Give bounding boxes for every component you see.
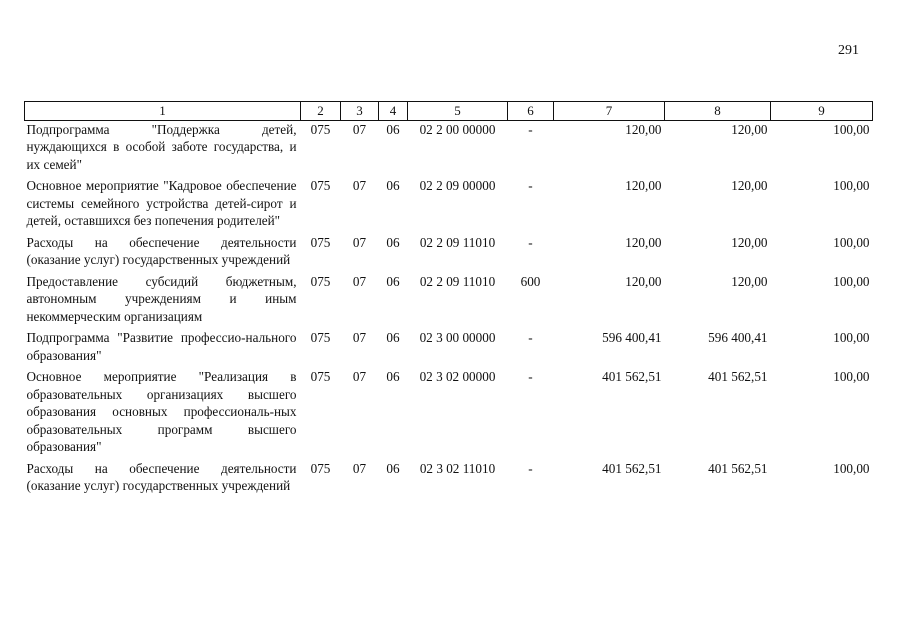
ministry-code: 075 [310, 369, 331, 384]
expense-type-code: - [528, 330, 533, 345]
execution-percent: 100,00 [833, 460, 870, 476]
target-article-code: 02 2 09 11010 [419, 273, 496, 289]
target-article-code: 02 2 00 00000 [419, 121, 496, 137]
amount-planned: 120,00 [625, 234, 662, 250]
target-article-code: 02 3 02 11010 [419, 460, 496, 476]
ministry-code: 075 [310, 178, 331, 193]
amount-executed: 120,00 [731, 234, 768, 250]
row-name: Предоставление субсидий бюджетным, автономным учреждениям и иным некоммерческим организациям [26, 273, 297, 324]
section-code: 07 [352, 460, 367, 476]
amount-executed: 120,00 [731, 273, 768, 289]
section-code: 07 [352, 121, 367, 137]
subsection-code: 06 [386, 234, 400, 250]
ministry-code: 075 [310, 121, 331, 137]
expense-type-code: 600 [520, 273, 541, 289]
amount-planned: 120,00 [625, 273, 662, 289]
execution-percent: 100,00 [833, 330, 870, 345]
header-cell: 2 [301, 102, 341, 121]
subsection-code: 06 [386, 121, 400, 137]
section-code: 07 [352, 330, 367, 345]
table-row [25, 368, 873, 460]
header-row [25, 102, 873, 121]
execution-percent: 100,00 [833, 234, 870, 250]
subsection-code: 06 [386, 273, 400, 289]
expense-type-code: - [528, 234, 533, 250]
amount-executed: 120,00 [731, 178, 768, 193]
section-code: 07 [352, 273, 367, 289]
ministry-code: 075 [310, 273, 331, 289]
expense-type-code: - [528, 121, 533, 137]
ministry-code: 075 [310, 234, 331, 250]
amount-planned: 120,00 [625, 178, 662, 193]
amount-executed: 401 562,51 [708, 369, 768, 384]
page-number: 291 [838, 43, 859, 58]
execution-percent: 100,00 [833, 369, 870, 384]
execution-percent: 100,00 [833, 178, 870, 193]
amount-executed: 120,00 [731, 121, 768, 137]
ministry-code: 075 [310, 330, 331, 345]
section-code: 07 [352, 369, 367, 384]
subsection-code: 06 [386, 369, 400, 384]
header-cell: 1 [25, 102, 301, 121]
section-code: 07 [352, 234, 367, 250]
header-cell: 6 [508, 102, 554, 121]
table-row [25, 177, 873, 234]
amount-executed: 401 562,51 [708, 460, 768, 476]
subsection-code: 06 [386, 178, 400, 193]
header-cell: 3 [341, 102, 379, 121]
target-article-code: 02 3 00 00000 [419, 330, 496, 345]
row-name: Основное мероприятие "Кадровое обеспечение системы семейного устройства детей-сирот и детей, оставшихся без попечения родителей" [26, 178, 297, 228]
table-row [25, 120, 873, 177]
budget-table [24, 101, 873, 499]
header-cell: 4 [379, 102, 408, 121]
amount-planned: 596 400,41 [602, 330, 662, 345]
row-name: Подпрограмма "Развитие профессио-нального образования" [26, 330, 297, 363]
table-row [25, 273, 873, 330]
amount-planned: 401 562,51 [602, 369, 662, 384]
target-article-code: 02 3 02 00000 [419, 369, 496, 384]
expense-type-code: - [528, 178, 533, 193]
table-row [25, 234, 873, 273]
row-name: Расходы на обеспечение деятельности (оказание услуг) государственных учреждений [26, 234, 297, 267]
table-row [25, 460, 873, 499]
execution-percent: 100,00 [833, 273, 870, 289]
section-code: 07 [352, 178, 367, 193]
target-article-code: 02 2 09 00000 [419, 178, 496, 193]
ministry-code: 075 [310, 460, 331, 476]
header-cell: 5 [408, 102, 508, 121]
header-cell: 9 [771, 102, 873, 121]
amount-planned: 120,00 [625, 121, 662, 137]
subsection-code: 06 [386, 330, 400, 345]
target-article-code: 02 2 09 11010 [419, 234, 496, 250]
execution-percent: 100,00 [833, 121, 870, 137]
amount-executed: 596 400,41 [708, 330, 768, 345]
header-cell: 8 [665, 102, 771, 121]
table-row [25, 329, 873, 368]
subsection-code: 06 [386, 460, 400, 476]
amount-planned: 401 562,51 [602, 460, 662, 476]
expense-type-code: - [528, 460, 533, 476]
row-name: Основное мероприятие "Реализация в образовательных организациях высшего образования основных профессиональ-ных образовательных программ высшего образования" [26, 369, 297, 454]
header-cell: 7 [554, 102, 665, 121]
row-name: Расходы на обеспечение деятельности (оказание услуг) государственных учреждений [26, 460, 297, 493]
row-name: Подпрограмма "Поддержка детей, нуждающихся в особой заботе государства, и их семей" [26, 121, 297, 172]
expense-type-code: - [528, 369, 533, 384]
